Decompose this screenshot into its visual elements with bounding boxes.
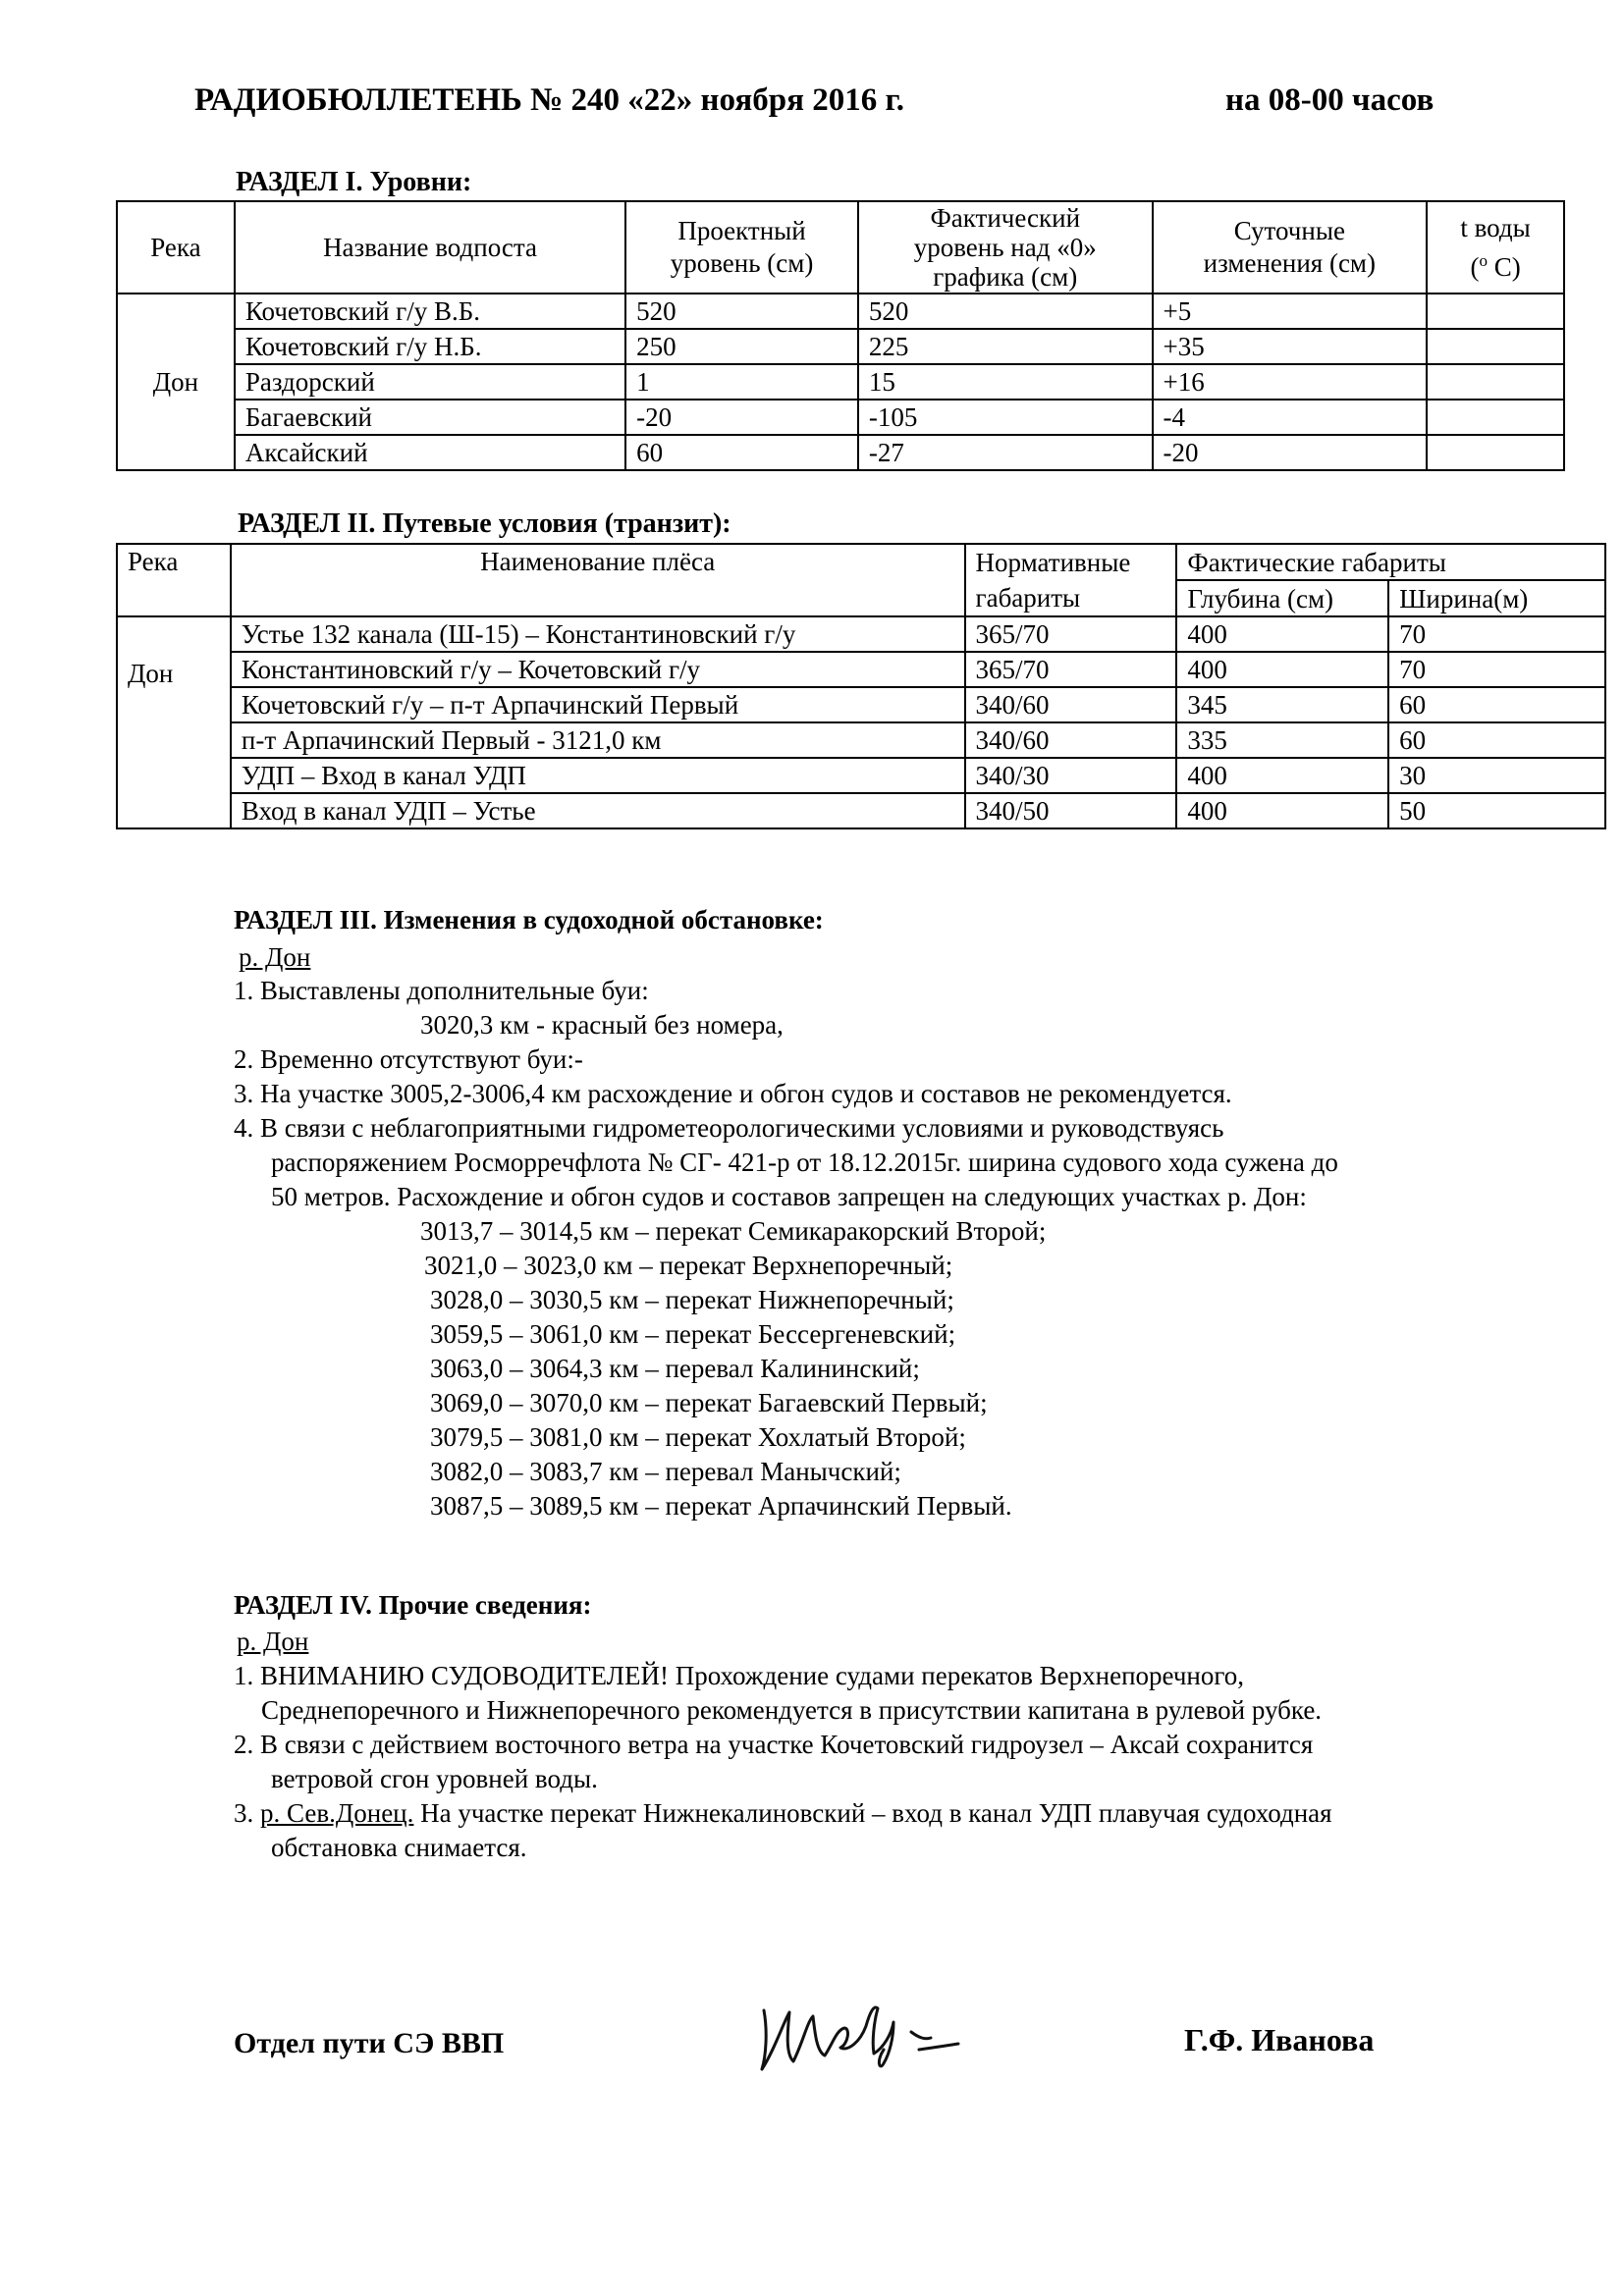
segment-item: 3059,5 – 3061,0 км – перекат Бессергеневский; xyxy=(430,1319,956,1349)
section4-item2-line2: ветровой сгон уровней воды. xyxy=(271,1764,598,1793)
col-actual-level: Фактический уровень над «0» графика (см) xyxy=(858,201,1153,294)
temp-cell xyxy=(1427,400,1564,435)
section1-heading: РАЗДЕЛ I. Уровни: xyxy=(236,167,472,197)
section3-item3: 3. На участке 3005,2-3006,4 км расхождение и обгон судов и составов не рекомендуется. xyxy=(234,1079,1232,1108)
design-cell: 250 xyxy=(625,329,858,364)
temp-cell xyxy=(1427,435,1564,470)
reach-cell: п-т Арпачинский Первый - 3121,0 км xyxy=(231,722,965,758)
depth-cell: 400 xyxy=(1176,793,1388,828)
section4-river-link[interactable]: р. Дон xyxy=(237,1627,309,1656)
design-cell: 1 xyxy=(625,364,858,400)
table-row xyxy=(117,294,1564,329)
section4-heading: РАЗДЕЛ IV. Прочие сведения: xyxy=(234,1590,592,1620)
section2-heading: РАЗДЕЛ II. Путевые условия (транзит): xyxy=(238,508,731,539)
section4-item3-river-link[interactable]: р. Сев.Донец. xyxy=(260,1798,414,1828)
station-cell: Аксайский xyxy=(235,435,625,470)
norm-cell: 340/50 xyxy=(965,793,1177,828)
col-norm-dimensions: Нормативные габариты xyxy=(965,544,1177,616)
reach-cell: Константиновский г/у – Кочетовский г/у xyxy=(231,652,965,687)
station-cell: Раздорский xyxy=(235,364,625,400)
segment-item: 3082,0 – 3083,7 км – перевал Манычский; xyxy=(430,1457,901,1486)
section3-item4-line1: 4. В связи с неблагоприятными гидрометеорологическими условиями и руководствуясь xyxy=(234,1113,1224,1143)
col-depth: Глубина (см) xyxy=(1176,580,1388,616)
col-width: Ширина(м) xyxy=(1388,580,1605,616)
depth-cell: 400 xyxy=(1176,652,1388,687)
station-cell: Багаевский xyxy=(235,400,625,435)
river-cell: Дон xyxy=(117,616,231,828)
section3-item4-line2: распоряжением Росморречфлота № СГ- 421-р от 18.12.2015г. ширина судового хода сужена до xyxy=(271,1148,1338,1177)
change-cell: +35 xyxy=(1153,329,1428,364)
width-cell: 60 xyxy=(1388,687,1605,722)
temp-cell xyxy=(1427,294,1564,329)
actual-cell: 225 xyxy=(858,329,1153,364)
station-cell: Кочетовский г/у Н.Б. xyxy=(235,329,625,364)
col-river: Река xyxy=(117,201,235,294)
depth-cell: 335 xyxy=(1176,722,1388,758)
table-row xyxy=(117,722,1605,758)
col-actual-dimensions: Фактические габариты xyxy=(1176,544,1605,580)
department-name: Отдел пути СЭ ВВП xyxy=(234,2027,505,2059)
signer-name: Г.Ф. Иванова xyxy=(1184,2022,1375,2057)
temp-cell xyxy=(1427,329,1564,364)
reach-cell: Вход в канал УДП – Устье xyxy=(231,793,965,828)
actual-cell: 15 xyxy=(858,364,1153,400)
width-cell: 70 xyxy=(1388,652,1605,687)
table-row xyxy=(117,687,1605,722)
col-water-temp: t воды ($^о$ С) xyxy=(1427,201,1564,294)
change-cell: -20 xyxy=(1153,435,1428,470)
section3-river-link[interactable]: р. Дон xyxy=(239,942,311,972)
design-cell: 60 xyxy=(625,435,858,470)
col-daily-change: Суточные изменения (см) xyxy=(1153,201,1428,294)
section3-heading: РАЗДЕЛ III. Изменения в судоходной обстановке: xyxy=(234,905,824,934)
segment-item: 3021,0 – 3023,0 км – перекат Верхнепоречный; xyxy=(424,1251,953,1280)
depth-cell: 400 xyxy=(1176,758,1388,793)
segment-item: 3087,5 – 3089,5 км – перекат Арпачинский Первый. xyxy=(430,1491,1012,1521)
reach-cell: УДП – Вход в канал УДП xyxy=(231,758,965,793)
col-design-level: Проектный уровень (см) xyxy=(625,201,858,294)
norm-cell: 365/70 xyxy=(965,652,1177,687)
table-row xyxy=(117,758,1605,793)
reach-cell: Устье 132 канала (Ш-15) – Константиновский г/у xyxy=(231,616,965,652)
depth-cell: 400 xyxy=(1176,616,1388,652)
bulletin-time: на 08-00 часов xyxy=(1225,82,1435,118)
table-row xyxy=(117,616,1605,652)
section4-item1-line2: Среднепоречного и Нижнепоречного рекомендуется в присутствии капитана в рулевой рубке. xyxy=(261,1695,1323,1725)
section3-item4-line3: 50 метров. Расхождение и обгон судов и составов запрещен на следующих участках р. Дон: xyxy=(271,1182,1307,1211)
section3-item1-sub: 3020,3 км - красный без номера, xyxy=(420,1010,784,1040)
design-cell: 520 xyxy=(625,294,858,329)
col-reach: Наименование плёса xyxy=(231,544,965,616)
transit-header-row xyxy=(117,544,1605,580)
width-cell: 30 xyxy=(1388,758,1605,793)
col-river: Река xyxy=(117,544,231,616)
temp-cell xyxy=(1427,364,1564,400)
table-row xyxy=(117,364,1564,400)
width-cell: 50 xyxy=(1388,793,1605,828)
signature-image xyxy=(746,1983,982,2081)
levels-table xyxy=(116,200,1565,471)
segment-item: 3028,0 – 3030,5 км – перекат Нижнепоречный; xyxy=(430,1285,954,1314)
norm-cell: 340/60 xyxy=(965,687,1177,722)
change-cell: +5 xyxy=(1153,294,1428,329)
actual-cell: -27 xyxy=(858,435,1153,470)
segment-item: 3069,0 – 3070,0 км – перекат Багаевский Первый; xyxy=(430,1388,988,1417)
design-cell: -20 xyxy=(625,400,858,435)
change-cell: -4 xyxy=(1153,400,1428,435)
levels-header-row xyxy=(117,201,1564,294)
section4-item3-line2: обстановка снимается. xyxy=(271,1833,527,1862)
actual-cell: -105 xyxy=(858,400,1153,435)
depth-cell: 345 xyxy=(1176,687,1388,722)
norm-cell: 340/60 xyxy=(965,722,1177,758)
section3-item2: 2. Временно отсутствуют буи:- xyxy=(234,1044,583,1074)
river-cell: Дон xyxy=(117,294,235,470)
change-cell: +16 xyxy=(1153,364,1428,400)
segment-item: 3079,5 – 3081,0 км – перекат Хохлатый Второй; xyxy=(430,1422,966,1452)
table-row xyxy=(117,329,1564,364)
width-cell: 60 xyxy=(1388,722,1605,758)
section3-item1: 1. Выставлены дополнительные буи: xyxy=(234,976,649,1005)
section4-item2-line1: 2. В связи с действием восточного ветра на участке Кочетовский гидроузел – Аксай сохранится xyxy=(234,1730,1314,1759)
station-cell: Кочетовский г/у В.Б. xyxy=(235,294,625,329)
reach-cell: Кочетовский г/у – п-т Арпачинский Первый xyxy=(231,687,965,722)
transit-table xyxy=(116,543,1606,829)
segment-item: 3013,7 – 3014,5 км – перекат Семикаракорский Второй; xyxy=(420,1216,1047,1246)
bulletin-title: РАДИОБЮЛЛЕТЕНЬ № 240 «22» ноября 2016 г. xyxy=(194,82,904,118)
section4-item1-line1: 1. ВНИМАНИЮ СУДОВОДИТЕЛЕЙ! Прохождение судами перекатов Верхнепоречного, xyxy=(234,1661,1245,1690)
norm-cell: 365/70 xyxy=(965,616,1177,652)
table-row xyxy=(117,652,1605,687)
col-station: Название водпоста xyxy=(235,201,625,294)
table-row xyxy=(117,435,1564,470)
table-row xyxy=(117,400,1564,435)
width-cell: 70 xyxy=(1388,616,1605,652)
segment-item: 3063,0 – 3064,3 км – перевал Калининский; xyxy=(430,1354,920,1383)
table-row xyxy=(117,793,1605,828)
norm-cell: 340/30 xyxy=(965,758,1177,793)
section4-item3-line1: 3. р. Сев.Донец. На участке перекат Нижнекалиновский – вход в канал УДП плавучая судоходная xyxy=(234,1798,1332,1828)
actual-cell: 520 xyxy=(858,294,1153,329)
